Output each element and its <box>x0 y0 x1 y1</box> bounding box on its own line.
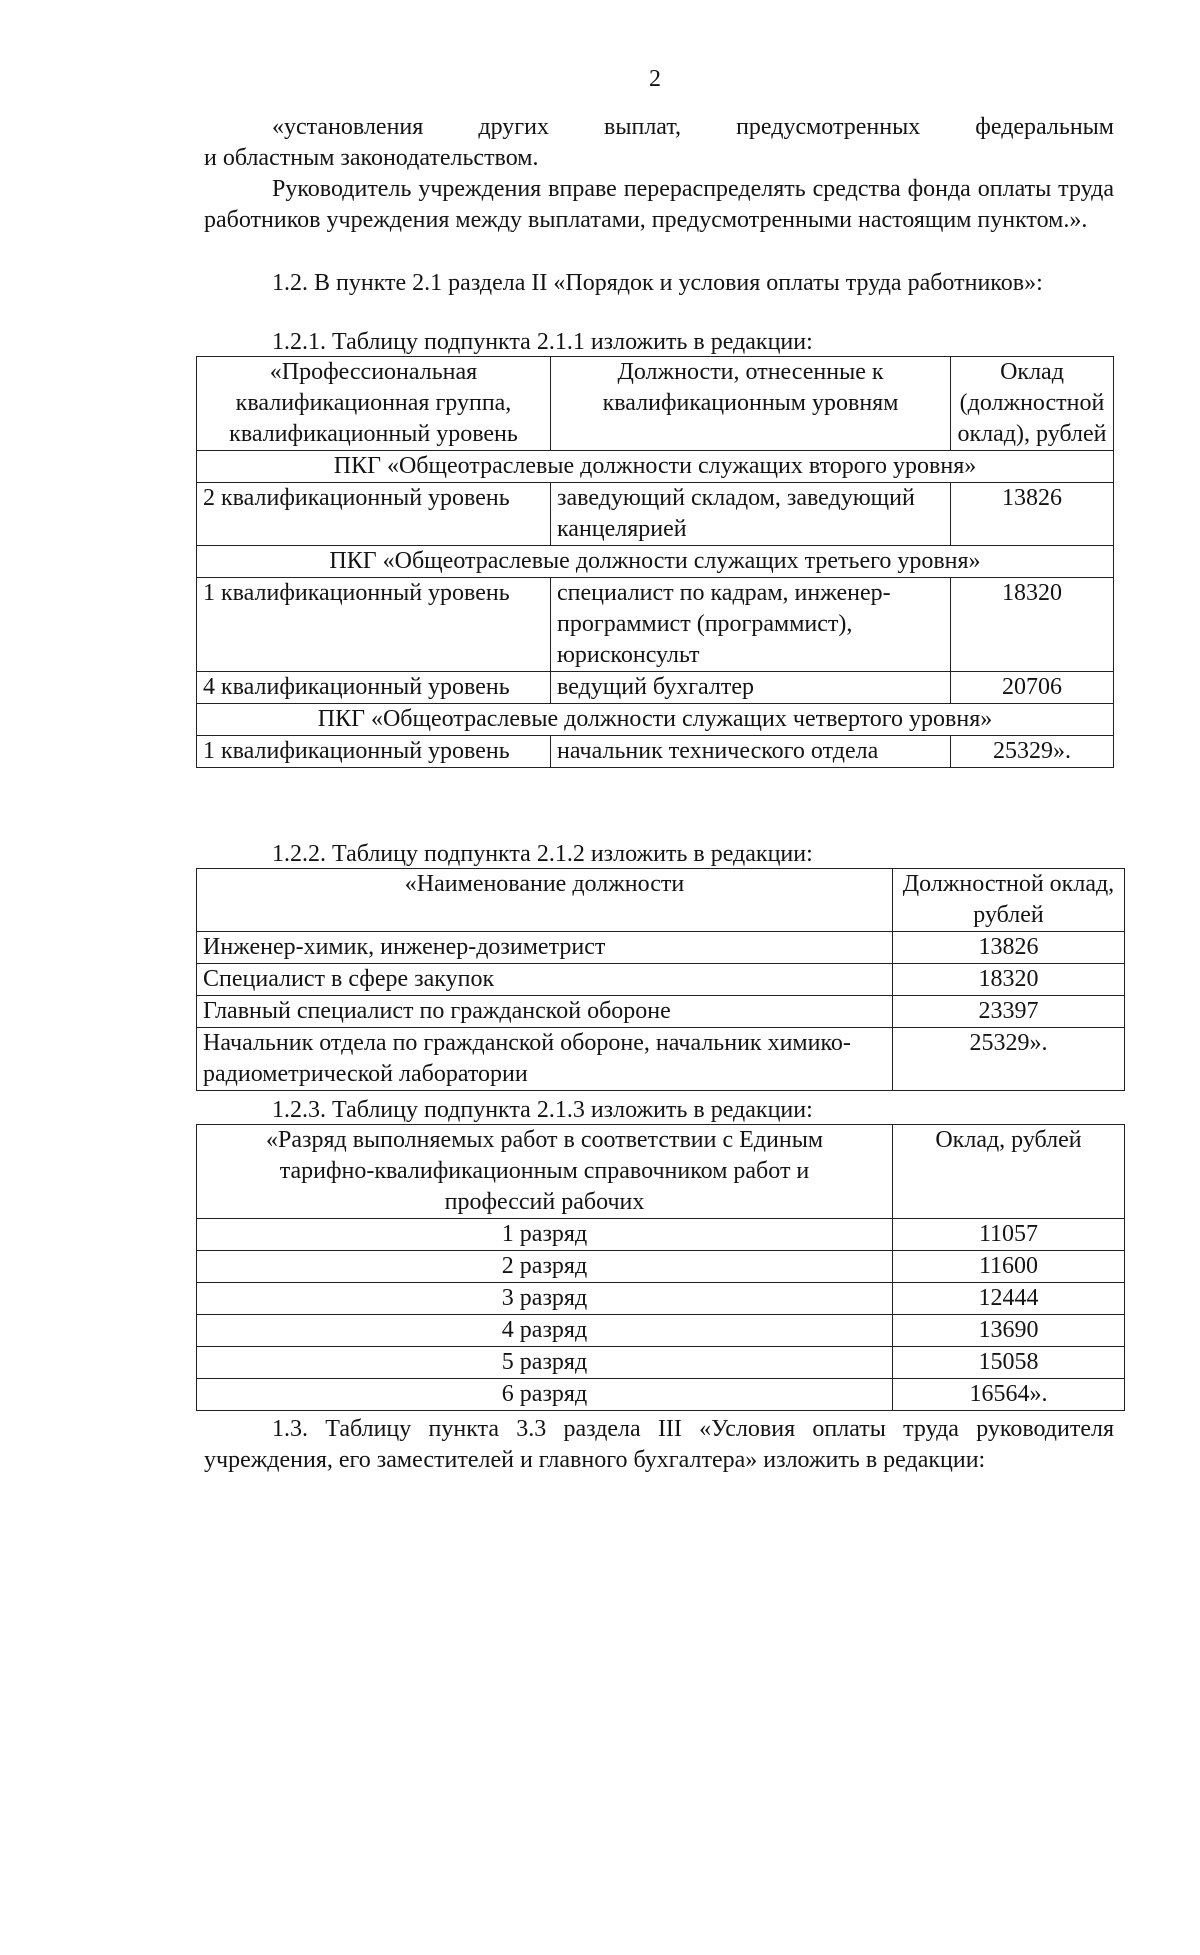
header-salary: Оклад (должностной оклад), рублей <box>951 357 1114 451</box>
table-row <box>197 932 1125 964</box>
table-row <box>197 996 1125 1028</box>
table-row <box>197 964 1125 996</box>
salary-cell: 23397 <box>893 996 1125 1028</box>
table-row <box>197 1219 1125 1251</box>
positions-salary-table <box>196 868 1125 1091</box>
table-row <box>197 1347 1125 1379</box>
qualification-level: 2 квалификационный уровень <box>197 483 551 546</box>
header-positions: Должности, отнесенные к квалификационным уровням <box>551 357 951 451</box>
grade-cell: 1 разряд <box>197 1219 893 1251</box>
worker-grades-table <box>196 1124 1125 1411</box>
group-title: ПКГ «Общеотраслевые должности служащих четвертого уровня» <box>197 704 1114 736</box>
header-salary: Оклад, рублей <box>893 1125 1125 1219</box>
salary-cell: 12444 <box>893 1283 1125 1315</box>
grade-cell: 4 разряд <box>197 1315 893 1347</box>
position-name: Инженер-химик, инженер-дозиметрист <box>197 932 893 964</box>
intro-paragraph-2: Руководитель учреждения вправе перераспределять средства фонда оплаты труда работников учреждения между выплатами, предусмотренными настоящим пунктом.». <box>204 176 1114 233</box>
table-header-row <box>197 1125 1125 1219</box>
position-name: Главный специалист по гражданской обороне <box>197 996 893 1028</box>
position-name: Специалист в сфере закупок <box>197 964 893 996</box>
page-number: 2 <box>649 66 661 92</box>
salary-cell: 18320 <box>951 578 1114 672</box>
positions-cell: начальник технического отдела <box>551 736 951 768</box>
salary-cell: 13826 <box>951 483 1114 546</box>
position-name: Начальник отдела по гражданской обороне, начальник химико-радиометрической лаборатории <box>197 1028 893 1091</box>
closing-paragraph: 1.3. Таблицу пункта 3.3 раздела III «Условия оплаты труда руководителя учреждения, его заместителей и главного бухгалтера» изложить в редакции: <box>204 1416 1114 1473</box>
group-title-row <box>197 704 1114 736</box>
table-header-row <box>197 869 1125 932</box>
table-row <box>197 1028 1125 1091</box>
intro-paragraph-1-line-2: и областным законодательством. <box>204 145 539 171</box>
qualification-level: 4 квалификационный уровень <box>197 672 551 704</box>
header-qualification-group: «Профессиональная квалификационная группа, квалификационный уровень <box>197 357 551 451</box>
positions-cell: заведующий складом, заведующий канцелярией <box>551 483 951 546</box>
salary-cell: 16564». <box>893 1379 1125 1411</box>
salary-cell: 13690 <box>893 1315 1125 1347</box>
salary-cell: 13826 <box>893 932 1125 964</box>
qualification-groups-table <box>196 356 1114 768</box>
grade-cell: 6 разряд <box>197 1379 893 1411</box>
intro-paragraph-1-line-1: «установления других выплат, предусмотренных федеральным <box>272 114 1114 140</box>
group-title: ПКГ «Общеотраслевые должности служащих второго уровня» <box>197 451 1114 483</box>
grade-cell: 5 разряд <box>197 1347 893 1379</box>
table-row <box>197 736 1114 768</box>
table-row <box>197 578 1114 672</box>
grade-cell: 2 разряд <box>197 1251 893 1283</box>
salary-cell: 11600 <box>893 1251 1125 1283</box>
group-title-row <box>197 451 1114 483</box>
salary-cell: 15058 <box>893 1347 1125 1379</box>
salary-cell: 20706 <box>951 672 1114 704</box>
salary-cell: 25329». <box>951 736 1114 768</box>
qualification-level: 1 квалификационный уровень <box>197 736 551 768</box>
table-header-row <box>197 357 1114 451</box>
header-position-name: «Наименование должности <box>197 869 893 932</box>
header-grade: «Разряд выполняемых работ в соответствии с Единым тарифно-квалификационным справочником работ и профессий рабочих <box>197 1125 893 1219</box>
positions-cell: специалист по кадрам, инженер-программист (программист), юрисконсульт <box>551 578 951 672</box>
table-row <box>197 483 1114 546</box>
qualification-level: 1 квалификационный уровень <box>197 578 551 672</box>
positions-cell: ведущий бухгалтер <box>551 672 951 704</box>
table2-heading: 1.2.2. Таблицу подпункта 2.1.2 изложить в редакции: <box>272 841 813 867</box>
table-row <box>197 1315 1125 1347</box>
group-title: ПКГ «Общеотраслевые должности служащих третьего уровня» <box>197 546 1114 578</box>
salary-cell: 25329». <box>893 1028 1125 1091</box>
group-title-row <box>197 546 1114 578</box>
table1-heading: 1.2.1. Таблицу подпункта 2.1.1 изложить в редакции: <box>272 329 813 355</box>
table-row <box>197 1379 1125 1411</box>
salary-cell: 11057 <box>893 1219 1125 1251</box>
salary-cell: 18320 <box>893 964 1125 996</box>
header-salary: Должностной оклад, рублей <box>893 869 1125 932</box>
table-row <box>197 672 1114 704</box>
table-row <box>197 1283 1125 1315</box>
table3-heading: 1.2.3. Таблицу подпункта 2.1.3 изложить в редакции: <box>272 1097 813 1123</box>
table-row <box>197 1251 1125 1283</box>
grade-cell: 3 разряд <box>197 1283 893 1315</box>
intro-paragraph-3: 1.2. В пункте 2.1 раздела II «Порядок и условия оплаты труда работников»: <box>272 270 1043 296</box>
